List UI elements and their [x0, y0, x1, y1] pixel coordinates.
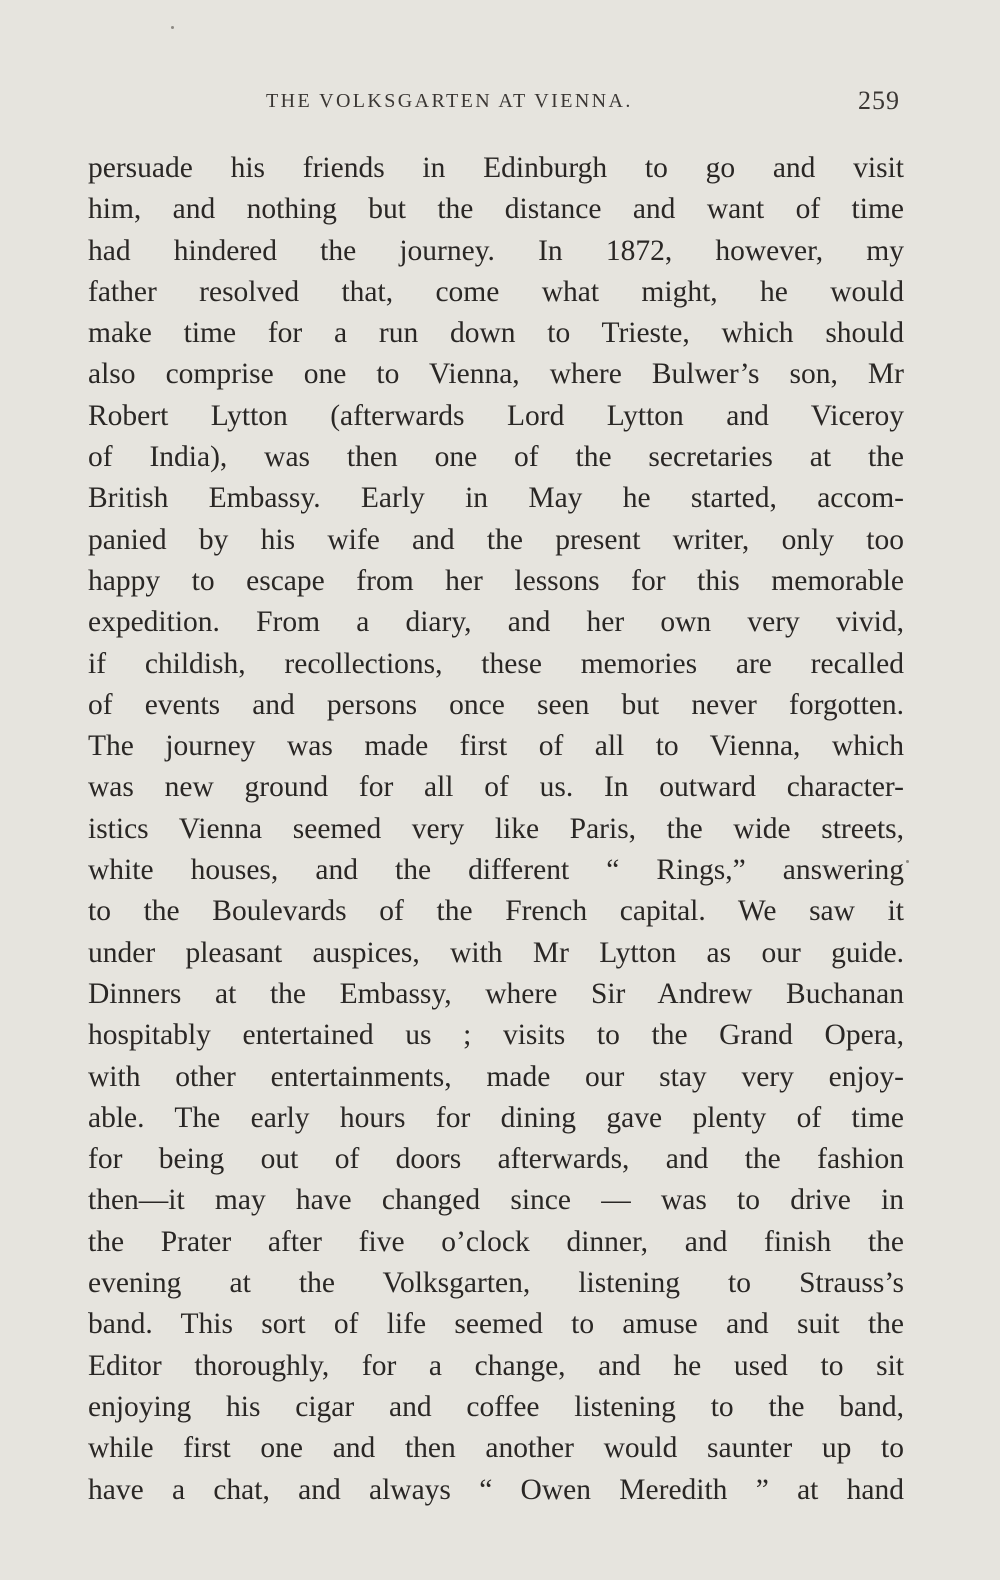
text-line: The journey was made first of all to Vienna, which [88, 730, 904, 763]
text-line: band. This sort of life seemed to amuse and suit the [88, 1308, 904, 1341]
text-line: if childish, recollections, these memories are recalled [88, 647, 904, 680]
text-line: then—it may have changed since — was to drive in [88, 1184, 904, 1217]
page-number: 259 [858, 86, 900, 115]
text-line: istics Vienna seemed very like Paris, the wide streets, [88, 812, 904, 845]
page-header [86, 86, 904, 120]
text-line: make time for a run down to Trieste, which should [88, 317, 904, 350]
paper-speck [171, 26, 174, 29]
text-line: of India), was then one of the secretaries at the [88, 441, 904, 474]
text-line: him, and nothing but the distance and want of time [88, 193, 904, 226]
text-line: have a chat, and always “ Owen Meredith ” at hand [88, 1473, 904, 1506]
text-line: Robert Lytton (afterwards Lord Lytton and Viceroy [88, 399, 904, 432]
text-line: British Embassy. Early in May he started, accom- [88, 482, 904, 515]
text-line: Dinners at the Embassy, where Sir Andrew Buchanan [88, 977, 904, 1010]
text-line: enjoying his cigar and coffee listening to the band, [88, 1390, 904, 1423]
text-line: was new ground for all of us. In outward character- [88, 771, 904, 804]
text-line: persuade his friends in Edinburgh to go and visit [88, 152, 904, 184]
text-line: also comprise one to Vienna, where Bulwer’s son, Mr [88, 358, 904, 391]
text-line: evening at the Volksgarten, listening to Strauss’s [88, 1267, 904, 1300]
text-line: white houses, and the different “ Rings,” answering [88, 854, 904, 887]
text-line: to the Boulevards of the French capital. We saw it [88, 895, 904, 928]
text-line: happy to escape from her lessons for this memorable [88, 564, 904, 597]
text-line: Editor thoroughly, for a change, and he used to sit [88, 1349, 904, 1382]
body-text [88, 148, 904, 1511]
text-line: hospitably entertained us ; visits to the Grand Opera, [88, 1019, 904, 1052]
text-line: expedition. From a diary, and her own very vivid, [88, 606, 904, 639]
text-line: with other entertainments, made our stay very enjoy- [88, 1060, 904, 1093]
text-line: of events and persons once seen but never forgotten. [88, 688, 904, 721]
running-head: THE VOLKSGARTEN AT VIENNA. [266, 90, 633, 112]
text-line: the Prater after five o’clock dinner, and finish the [88, 1225, 904, 1258]
text-line: while first one and then another would saunter up to [88, 1432, 904, 1465]
text-line: able. The early hours for dining gave plenty of time [88, 1101, 904, 1134]
paper-speck [906, 860, 909, 863]
text-line: under pleasant auspices, with Mr Lytton as our guide. [88, 936, 904, 969]
text-line: had hindered the journey. In 1872, however, my [88, 234, 904, 267]
text-line: for being out of doors afterwards, and the fashion [88, 1143, 904, 1176]
text-line: panied by his wife and the present writer, only too [88, 523, 904, 556]
text-line: father resolved that, come what might, he would [88, 275, 904, 308]
